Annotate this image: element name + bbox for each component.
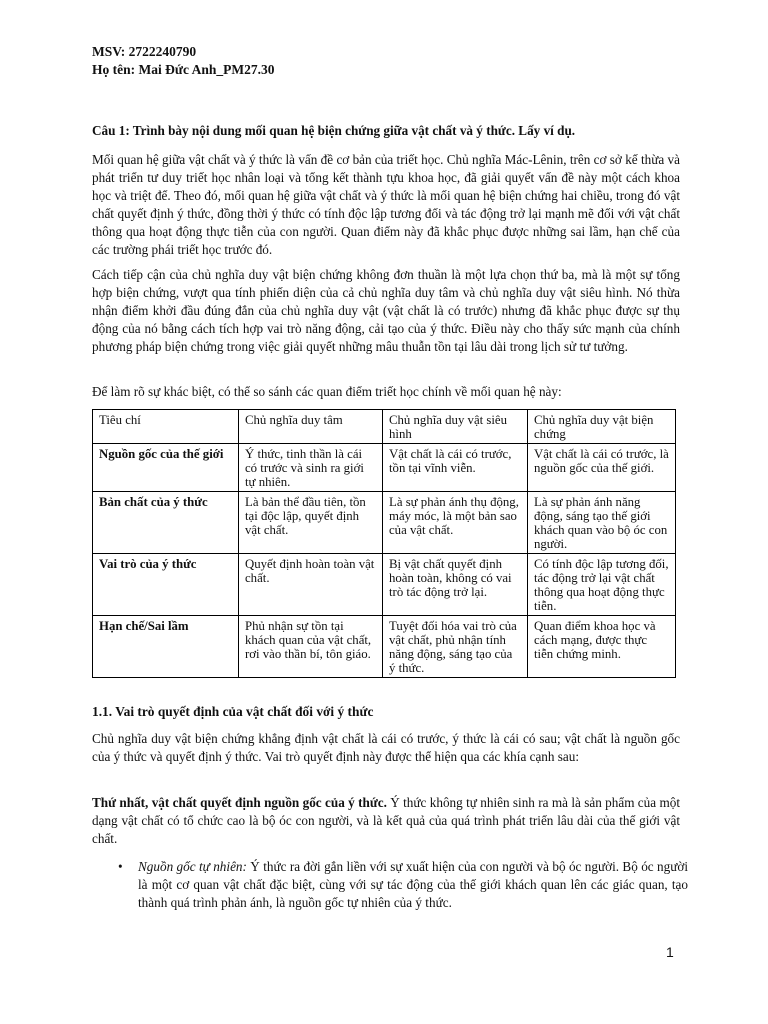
table-row-heading: Vai trò của ý thức — [93, 554, 239, 616]
page-number: 1 — [666, 944, 674, 960]
table-header-cell: Chủ nghĩa duy vật biện chứng — [528, 410, 676, 444]
table-row — [93, 492, 676, 554]
table-cell: Là sự phản ánh năng động, sáng tạo thế giới khách quan vào bộ óc con người. — [528, 492, 676, 554]
table-header-cell: Chủ nghĩa duy tâm — [239, 410, 383, 444]
table-cell: Ý thức, tinh thần là cái có trước và sinh ra giới tự nhiên. — [239, 444, 383, 492]
student-name: Họ tên: Mai Đức Anh_PM27.30 — [92, 62, 275, 77]
table-row-heading: Nguồn gốc của thế giới — [93, 444, 239, 492]
table-cell: Quyết định hoàn toàn vật chất. — [239, 554, 383, 616]
table-cell: Vật chất là cái có trước, là nguồn gốc của thế giới. — [528, 444, 676, 492]
first-point-lead: Thứ nhất, vật chất quyết định nguồn gốc của ý thức. — [92, 795, 387, 810]
table-header-cell: Tiêu chí — [93, 410, 239, 444]
bullet-lead: Nguồn gốc tự nhiên: — [138, 859, 247, 874]
paragraph-intro: Mối quan hệ giữa vật chất và ý thức là vấn đề cơ bản của triết học. Chủ nghĩa Mác-Lênin, trên cơ sở kế thừa và phát triển tư duy triết học nhân loại và tổng kết thành tựu khoa học, đã giải quyết vấn đề này một cách khoa học và triệt để. Theo đó, mối quan hệ giữa vật chất và ý thức là mối quan hệ biện chứng hai chiều, trong đó vật chất quyết định ý thức, đồng thời ý thức có tính độc lập tương đối và tác động trở lại mạnh mẽ đối với vật chất thông qua hoạt động thực tiễn của con người. Quan điểm này đã khắc phục được những sai lầm, hạn chế của các trường phái triết học trước đó. — [92, 152, 680, 257]
paragraph-comparison-intro: Để làm rõ sự khác biệt, có thể so sánh các quan điểm triết học chính về mối quan hệ này: — [92, 384, 562, 399]
bullet-text — [138, 858, 688, 912]
section-heading: 1.1. Vai trò quyết định của vật chất đối với ý thức — [92, 704, 374, 719]
table-cell: Là sự phản ánh thụ động, máy móc, là một bản sao của vật chất. — [383, 492, 528, 554]
bullet-body: Ý thức ra đời gắn liền với sự xuất hiện của con người và bộ óc người. Bộ óc người là một cơ quan vật chất đặc biệt, cùng với sự tác động của thế giới khách quan lên các giác quan, tạo thành quá trình phản ánh, là nguồn gốc tự nhiên của ý thức. — [138, 859, 688, 910]
table-cell: Bị vật chất quyết định hoàn toàn, không có vai trò tác động trở lại. — [383, 554, 528, 616]
table-row — [93, 554, 676, 616]
table-row — [93, 616, 676, 678]
table-header-row — [93, 410, 676, 444]
table-cell: Quan điểm khoa học và cách mạng, được thực tiễn chứng minh. — [528, 616, 676, 678]
student-id: MSV: 2722240790 — [92, 44, 197, 59]
paragraph-first-point — [92, 794, 680, 848]
table-cell: Phủ nhận sự tồn tại khách quan của vật chất, rơi vào thần bí, tôn giáo. — [239, 616, 383, 678]
bullet-marker: • — [118, 859, 123, 874]
first-point-text: Ý thức không tự nhiên sinh ra mà là sản phẩm của một dạng vật chất có tổ chức cao là bộ óc con người, và là kết quả của quá trình phát triển lâu dài của thế giới vật chất. — [92, 795, 680, 846]
paragraph-approach: Cách tiếp cận của chủ nghĩa duy vật biện chứng không đơn thuần là một lựa chọn thứ ba, mà là một sự tổng hợp biện chứng, vượt qua tính phiến diện của cả chủ nghĩa duy tâm và chủ nghĩa duy vật siêu hình. Nó thừa nhận điểm khởi đầu đúng đắn của chủ nghĩa duy vật (vật chất là có trước) nhưng đã khắc phục được sự thụ động của nó bằng cách tích hợp vai trò năng động, cải tạo của ý thức. Điều này cho thấy sức mạnh của chính phương pháp biện chứng trong việc giải quyết những mâu thuẫn tồn tại lâu dài trong lịch sử tư tưởng. — [92, 267, 680, 354]
table-cell: Là bản thể đầu tiên, tồn tại độc lập, quyết định vật chất. — [239, 492, 383, 554]
table-cell: Có tính độc lập tương đối, tác động trở lại vật chất thông qua hoạt động thực tiễn. — [528, 554, 676, 616]
table-cell: Tuyệt đối hóa vai trò của vật chất, phủ nhận tính năng động, sáng tạo của ý thức. — [383, 616, 528, 678]
table-row-heading: Bản chất của ý thức — [93, 492, 239, 554]
table-row — [93, 444, 676, 492]
table-cell: Vật chất là cái có trước, tồn tại vĩnh viễn. — [383, 444, 528, 492]
table-row-heading: Hạn chế/Sai lầm — [93, 616, 239, 678]
comparison-table — [92, 409, 676, 678]
paragraph-section-intro: Chủ nghĩa duy vật biện chứng khẳng định vật chất là cái có trước, ý thức là cái có sau; vật chất là nguồn gốc của ý thức và quyết định ý thức. Vai trò quyết định này được thể hiện qua các khía cạnh sau: — [92, 731, 680, 764]
question-title: Câu 1: Trình bày nội dung mối quan hệ biện chứng giữa vật chất và ý thức. Lấy ví dụ. — [92, 123, 576, 138]
table-header-cell: Chủ nghĩa duy vật siêu hình — [383, 410, 528, 444]
bullet-item — [118, 858, 688, 912]
student-header — [92, 43, 274, 79]
